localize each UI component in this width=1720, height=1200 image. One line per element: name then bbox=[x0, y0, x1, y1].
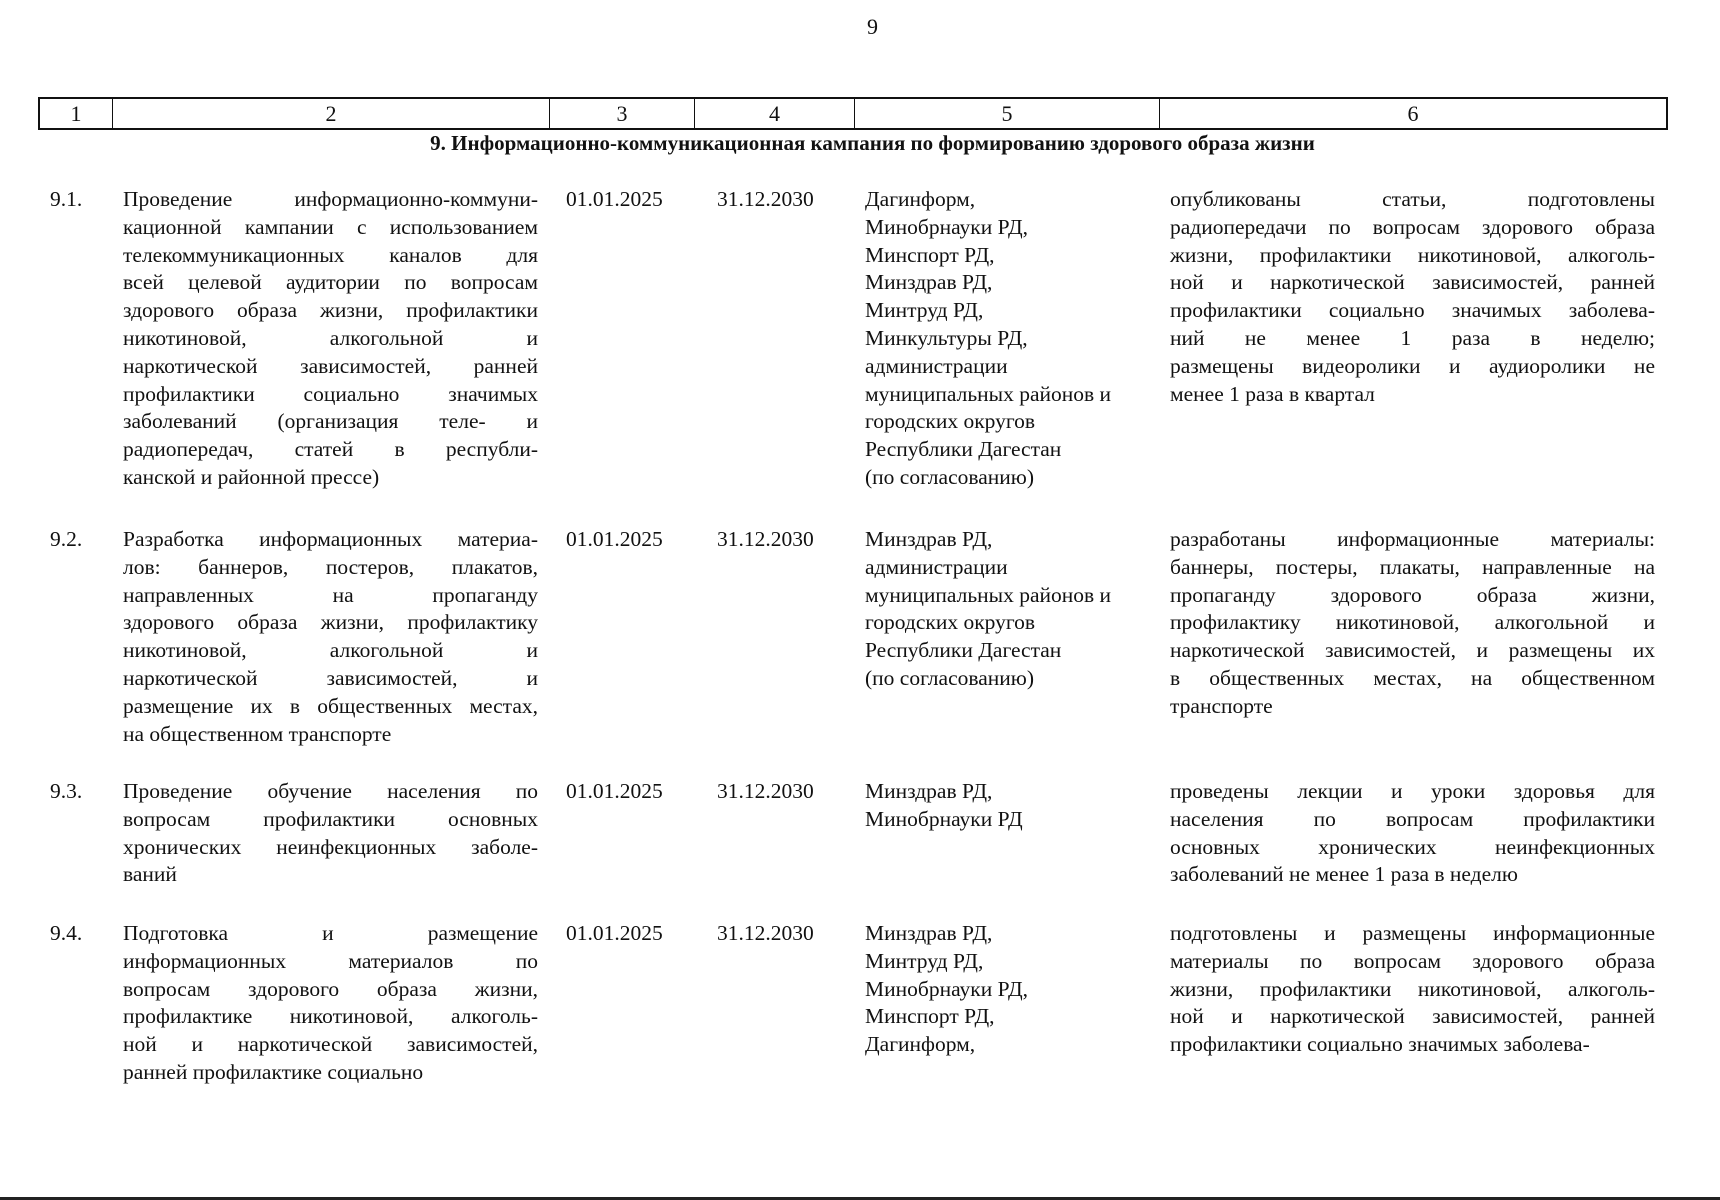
expected-result-line: в общественных местах, на общественном bbox=[1170, 665, 1655, 690]
activity-name-line: канской и районной прессе) bbox=[123, 464, 380, 489]
responsible-executors-line: Минздрав РД, bbox=[865, 527, 993, 551]
start-date: 01.01.2025 bbox=[566, 779, 663, 803]
expected-result-line: проведены лекции и уроки здоровья для bbox=[1170, 779, 1655, 803]
activity-name-line: кационной кампании с использованием bbox=[123, 214, 538, 239]
responsible-executors-line: муниципальных районов и bbox=[865, 381, 1112, 406]
activity-name bbox=[123, 920, 538, 1087]
column-header-3: 3 bbox=[550, 99, 695, 128]
activity-name bbox=[123, 186, 538, 492]
expected-result-line: баннеры, постеры, плакаты, направленные на bbox=[1170, 554, 1655, 579]
end-date: 31.12.2030 bbox=[717, 187, 814, 211]
responsible-executors bbox=[865, 526, 1155, 693]
responsible-executors-line: Минспорт РД, bbox=[865, 242, 995, 267]
expected-result-line: наркотической зависимостей, и размещены их bbox=[1170, 638, 1655, 663]
responsible-executors-line: Минспорт РД, bbox=[865, 1004, 995, 1029]
responsible-executors-line: Минздрав РД, bbox=[865, 779, 993, 803]
activity-name-line: профилактике никотиновой, алкоголь- bbox=[123, 1004, 538, 1029]
responsible-executors-line: администрации bbox=[865, 554, 1008, 579]
expected-result bbox=[1170, 920, 1655, 1059]
activity-name-line: ваний bbox=[123, 862, 177, 887]
expected-result-line: размещены видеоролики и аудиоролики не bbox=[1170, 353, 1655, 378]
expected-result-line: населения по вопросам профилактики bbox=[1170, 806, 1655, 831]
column-header-6: 6 bbox=[1407, 101, 1419, 126]
responsible-executors-line: городских округов bbox=[865, 409, 1036, 434]
column-header-row bbox=[38, 97, 1668, 130]
responsible-executors-line: Минобрнауки РД, bbox=[865, 976, 1028, 1001]
activity-name-line: Подготовка и размещение bbox=[123, 921, 538, 945]
end-date: 31.12.2030 bbox=[717, 921, 814, 945]
activity-name-line: Проведение обучение населения по bbox=[123, 779, 538, 803]
column-header-2: 2 bbox=[113, 99, 550, 128]
activity-name-line: информационных материалов по bbox=[123, 948, 538, 973]
responsible-executors-line: Минтруд РД, bbox=[865, 948, 984, 973]
activity-name-line: хронических неинфекционных заболе- bbox=[123, 834, 538, 859]
start-date: 01.01.2025 bbox=[566, 187, 663, 211]
responsible-executors-line: Республики Дагестан bbox=[865, 638, 1062, 663]
expected-result-line: ной и наркотической зависимостей, ранней bbox=[1170, 1004, 1655, 1029]
column-header-4: 4 bbox=[695, 99, 855, 128]
responsible-executors-line: Минобрнауки РД bbox=[865, 806, 1023, 831]
expected-result bbox=[1170, 186, 1655, 408]
responsible-executors bbox=[865, 778, 1155, 834]
activity-name-line: всей целевой аудитории по вопросам bbox=[123, 270, 538, 295]
expected-result-line: радиопередачи по вопросам здорового образа bbox=[1170, 214, 1655, 239]
expected-result-line: опубликованы статьи, подготовлены bbox=[1170, 187, 1655, 211]
activity-name-line: радиопередач, статей в республи- bbox=[123, 437, 538, 462]
expected-result-line: транспорте bbox=[1170, 693, 1273, 718]
start-date: 01.01.2025 bbox=[566, 921, 663, 945]
expected-result-line: подготовлены и размещены информационные bbox=[1170, 921, 1655, 945]
responsible-executors-line: городских округов bbox=[865, 610, 1036, 635]
expected-result-line: ной и наркотической зависимостей, ранней bbox=[1170, 270, 1655, 295]
column-header-1: 1 bbox=[40, 99, 113, 128]
responsible-executors-line: Минкультуры РД, bbox=[865, 325, 1028, 350]
activity-name-line: вопросам профилактики основных bbox=[123, 806, 538, 831]
activity-name-line: здорового образа жизни, профилактику bbox=[123, 610, 538, 635]
responsible-executors-line: Дагинформ, bbox=[865, 1032, 976, 1057]
section-title: 9. Информационно-коммуникационная кампания по формированию здорового образа жизни bbox=[430, 131, 1315, 155]
page-number: 9 bbox=[867, 14, 878, 39]
responsible-executors-line: Минобрнауки РД, bbox=[865, 214, 1028, 239]
end-date: 31.12.2030 bbox=[717, 779, 814, 803]
expected-result-line: жизни, профилактики никотиновой, алкоголь- bbox=[1170, 976, 1655, 1001]
activity-name-line: размещение их в общественных местах, bbox=[123, 693, 538, 718]
expected-result-line: ний не менее 1 раза в неделю; bbox=[1170, 325, 1655, 350]
responsible-executors bbox=[865, 186, 1155, 492]
activity-name-line: Проведение информационно-коммуни- bbox=[123, 187, 538, 211]
row-number: 9.4. bbox=[50, 921, 83, 945]
activity-name-line: вопросам здорового образа жизни, bbox=[123, 976, 538, 1001]
activity-name-line: наркотической зависимостей, ранней bbox=[123, 353, 538, 378]
activity-name-line: Разработка информационных материа- bbox=[123, 527, 538, 551]
expected-result bbox=[1170, 526, 1655, 721]
activity-name-line: на общественном транспорте bbox=[123, 721, 392, 746]
activity-name-line: никотиновой, алкогольной и bbox=[123, 325, 538, 350]
expected-result-line: профилактики социально значимых заболева- bbox=[1170, 298, 1655, 323]
expected-result-line: заболеваний не менее 1 раза в неделю bbox=[1170, 862, 1518, 887]
responsible-executors-line: Минздрав РД, bbox=[865, 921, 993, 945]
start-date: 01.01.2025 bbox=[566, 527, 663, 551]
activity-name-line: никотиновой, алкогольной и bbox=[123, 638, 538, 663]
responsible-executors-line: (по согласованию) bbox=[865, 665, 1035, 690]
responsible-executors-line: Минздрав РД, bbox=[865, 270, 993, 295]
responsible-executors-line: (по согласованию) bbox=[865, 464, 1035, 489]
responsible-executors-line: муниципальных районов и bbox=[865, 582, 1112, 607]
expected-result-line: жизни, профилактики никотиновой, алкоголь- bbox=[1170, 242, 1655, 267]
responsible-executors-line: Республики Дагестан bbox=[865, 437, 1062, 462]
row-number: 9.3. bbox=[50, 779, 83, 803]
responsible-executors-line: Минтруд РД, bbox=[865, 298, 984, 323]
expected-result-line: разработаны информационные материалы: bbox=[1170, 527, 1655, 551]
responsible-executors-line: администрации bbox=[865, 353, 1008, 378]
expected-result-line: основных хронических неинфекционных bbox=[1170, 834, 1655, 859]
activity-name-line: ранней профилактике социально bbox=[123, 1059, 424, 1084]
expected-result bbox=[1170, 778, 1655, 889]
expected-result-line: профилактику никотиновой, алкогольной и bbox=[1170, 610, 1655, 635]
activity-name-line: профилактики социально значимых bbox=[123, 381, 538, 406]
row-number: 9.1. bbox=[50, 187, 83, 211]
expected-result-line: материалы по вопросам здорового образа bbox=[1170, 948, 1655, 973]
expected-result-line: пропаганду здорового образа жизни, bbox=[1170, 582, 1655, 607]
expected-result-line: менее 1 раза в квартал bbox=[1170, 381, 1375, 406]
responsible-executors bbox=[865, 920, 1155, 1059]
end-date: 31.12.2030 bbox=[717, 527, 814, 551]
activity-name-line: здорового образа жизни, профилактики bbox=[123, 298, 538, 323]
row-number: 9.2. bbox=[50, 527, 83, 551]
activity-name-line: направленных на пропаганду bbox=[123, 582, 538, 607]
responsible-executors-line: Дагинформ, bbox=[865, 187, 976, 211]
activity-name-line: наркотической зависимостей, и bbox=[123, 665, 538, 690]
activity-name bbox=[123, 526, 538, 748]
column-header-5: 5 bbox=[855, 99, 1160, 128]
activity-name-line: лов: баннеров, постеров, плакатов, bbox=[123, 554, 538, 579]
activity-name-line: заболеваний (организация теле- и bbox=[123, 409, 538, 434]
activity-name-line: ной и наркотической зависимостей, bbox=[123, 1032, 538, 1057]
activity-name bbox=[123, 778, 538, 889]
expected-result-line: профилактики социально значимых заболева- bbox=[1170, 1032, 1590, 1057]
activity-name-line: телекоммуникационных каналов для bbox=[123, 242, 538, 267]
